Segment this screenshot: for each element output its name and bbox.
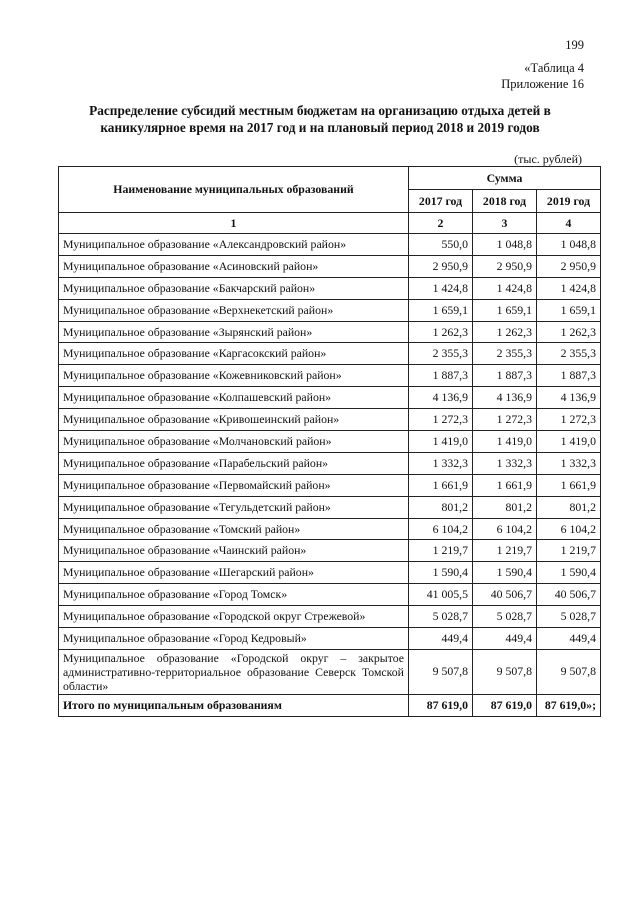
table-row bbox=[59, 628, 601, 650]
value-2017: 4 136,9 bbox=[409, 387, 473, 409]
municipality-name: Муниципальное образование «Колпашевский район» bbox=[59, 387, 409, 409]
column-number: 4 bbox=[537, 213, 601, 234]
table-row bbox=[59, 321, 601, 343]
value-2017: 1 659,1 bbox=[409, 299, 473, 321]
value-2017: 1 419,0 bbox=[409, 431, 473, 453]
table-reference bbox=[501, 60, 584, 92]
value-2018: 9 507,8 bbox=[473, 649, 537, 694]
value-2018: 40 506,7 bbox=[473, 584, 537, 606]
value-2017: 2 355,3 bbox=[409, 343, 473, 365]
value-2018: 2 950,9 bbox=[473, 255, 537, 277]
table-row bbox=[59, 299, 601, 321]
value-2018: 5 028,7 bbox=[473, 606, 537, 628]
value-2018: 1 419,0 bbox=[473, 431, 537, 453]
value-2017: 1 332,3 bbox=[409, 452, 473, 474]
value-2018: 1 219,7 bbox=[473, 540, 537, 562]
municipality-name: Муниципальное образование «Томский район» bbox=[59, 518, 409, 540]
municipality-name: Муниципальное образование «Город Кедровый» bbox=[59, 628, 409, 650]
table-row bbox=[59, 409, 601, 431]
total-label: Итого по муниципальным образованиям bbox=[59, 694, 409, 716]
total-2019: 87 619,0»; bbox=[537, 694, 601, 716]
header-sum-column: Сумма bbox=[409, 167, 601, 190]
table-row bbox=[59, 431, 601, 453]
value-2019: 9 507,8 bbox=[537, 649, 601, 694]
municipality-name: Муниципальное образование «Первомайский район» bbox=[59, 474, 409, 496]
header-name-column: Наименование муниципальных образований bbox=[59, 167, 409, 213]
value-2019: 40 506,7 bbox=[537, 584, 601, 606]
table-row bbox=[59, 277, 601, 299]
value-2019: 1 887,3 bbox=[537, 365, 601, 387]
value-2017: 1 272,3 bbox=[409, 409, 473, 431]
table-row bbox=[59, 562, 601, 584]
value-2019: 1 219,7 bbox=[537, 540, 601, 562]
column-number: 1 bbox=[59, 213, 409, 234]
table-number: «Таблица 4 bbox=[524, 61, 584, 75]
municipality-name: Муниципальное образование «Городской округ – закрытое административно-территориальное образование Северск Томской области» bbox=[59, 649, 409, 694]
table-row bbox=[59, 540, 601, 562]
municipality-name: Муниципальное образование «Александровский район» bbox=[59, 234, 409, 256]
value-2017: 1 219,7 bbox=[409, 540, 473, 562]
units-note: (тыс. рублей) bbox=[514, 152, 582, 166]
value-2017: 801,2 bbox=[409, 496, 473, 518]
value-2017: 1 262,3 bbox=[409, 321, 473, 343]
value-2019: 5 028,7 bbox=[537, 606, 601, 628]
value-2019: 1 661,9 bbox=[537, 474, 601, 496]
value-2019: 2 355,3 bbox=[537, 343, 601, 365]
subsidy-table bbox=[58, 166, 601, 717]
value-2017: 1 887,3 bbox=[409, 365, 473, 387]
municipality-name: Муниципальное образование «Парабельский район» bbox=[59, 452, 409, 474]
table-row bbox=[59, 234, 601, 256]
value-2018: 1 659,1 bbox=[473, 299, 537, 321]
value-2018: 1 661,9 bbox=[473, 474, 537, 496]
value-2018: 4 136,9 bbox=[473, 387, 537, 409]
total-2018: 87 619,0 bbox=[473, 694, 537, 716]
value-2019: 1 419,0 bbox=[537, 431, 601, 453]
table-row bbox=[59, 606, 601, 628]
value-2017: 41 005,5 bbox=[409, 584, 473, 606]
table-row bbox=[59, 452, 601, 474]
value-2018: 1 424,8 bbox=[473, 277, 537, 299]
municipality-name: Муниципальное образование «Каргасокский район» bbox=[59, 343, 409, 365]
value-2019: 1 424,8 bbox=[537, 277, 601, 299]
value-2017: 1 424,8 bbox=[409, 277, 473, 299]
municipality-name: Муниципальное образование «Асиновский район» bbox=[59, 255, 409, 277]
table-row bbox=[59, 255, 601, 277]
document-title: Распределение субсидий местным бюджетам на организацию отдыха детей в каникулярное время на 2017 год и на плановый период 2018 и 2019 годов bbox=[89, 103, 551, 135]
value-2019: 801,2 bbox=[537, 496, 601, 518]
municipality-name: Муниципальное образование «Зырянский район» bbox=[59, 321, 409, 343]
municipality-name: Муниципальное образование «Молчановский район» bbox=[59, 431, 409, 453]
value-2019: 1 272,3 bbox=[537, 409, 601, 431]
table-row bbox=[59, 584, 601, 606]
header-year-2018: 2018 год bbox=[473, 190, 537, 213]
value-2019: 1 048,8 bbox=[537, 234, 601, 256]
value-2017: 2 950,9 bbox=[409, 255, 473, 277]
table-row bbox=[59, 387, 601, 409]
value-2017: 1 590,4 bbox=[409, 562, 473, 584]
value-2019: 6 104,2 bbox=[537, 518, 601, 540]
header-year-2019: 2019 год bbox=[537, 190, 601, 213]
table-row bbox=[59, 496, 601, 518]
value-2019: 2 950,9 bbox=[537, 255, 601, 277]
value-2018: 6 104,2 bbox=[473, 518, 537, 540]
table-row bbox=[59, 518, 601, 540]
value-2017: 1 661,9 bbox=[409, 474, 473, 496]
value-2018: 1 048,8 bbox=[473, 234, 537, 256]
municipality-name: Муниципальное образование «Чаинский район» bbox=[59, 540, 409, 562]
page-number: 199 bbox=[565, 38, 584, 52]
value-2019: 4 136,9 bbox=[537, 387, 601, 409]
value-2018: 2 355,3 bbox=[473, 343, 537, 365]
value-2018: 1 262,3 bbox=[473, 321, 537, 343]
value-2019: 449,4 bbox=[537, 628, 601, 650]
municipality-name: Муниципальное образование «Кривошеинский район» bbox=[59, 409, 409, 431]
municipality-name: Муниципальное образование «Городской округ Стрежевой» bbox=[59, 606, 409, 628]
table-row bbox=[59, 649, 601, 694]
municipality-name: Муниципальное образование «Город Томск» bbox=[59, 584, 409, 606]
value-2019: 1 262,3 bbox=[537, 321, 601, 343]
column-number: 2 bbox=[409, 213, 473, 234]
value-2017: 5 028,7 bbox=[409, 606, 473, 628]
value-2017: 6 104,2 bbox=[409, 518, 473, 540]
column-number: 3 bbox=[473, 213, 537, 234]
value-2017: 550,0 bbox=[409, 234, 473, 256]
table-row bbox=[59, 343, 601, 365]
table-row bbox=[59, 365, 601, 387]
value-2018: 1 332,3 bbox=[473, 452, 537, 474]
municipality-name: Муниципальное образование «Верхнекетский район» bbox=[59, 299, 409, 321]
municipality-name: Муниципальное образование «Шегарский район» bbox=[59, 562, 409, 584]
appendix-number: Приложение 16 bbox=[501, 77, 584, 91]
value-2018: 1 887,3 bbox=[473, 365, 537, 387]
value-2019: 1 659,1 bbox=[537, 299, 601, 321]
value-2018: 1 590,4 bbox=[473, 562, 537, 584]
value-2019: 1 590,4 bbox=[537, 562, 601, 584]
municipality-name: Муниципальное образование «Бакчарский район» bbox=[59, 277, 409, 299]
header-year-2017: 2017 год bbox=[409, 190, 473, 213]
value-2017: 9 507,8 bbox=[409, 649, 473, 694]
value-2019: 1 332,3 bbox=[537, 452, 601, 474]
municipality-name: Муниципальное образование «Тегульдетский район» bbox=[59, 496, 409, 518]
value-2018: 801,2 bbox=[473, 496, 537, 518]
value-2017: 449,4 bbox=[409, 628, 473, 650]
municipality-name: Муниципальное образование «Кожевниковский район» bbox=[59, 365, 409, 387]
table-row bbox=[59, 474, 601, 496]
total-2017: 87 619,0 bbox=[409, 694, 473, 716]
total-row bbox=[59, 694, 601, 716]
value-2018: 1 272,3 bbox=[473, 409, 537, 431]
value-2018: 449,4 bbox=[473, 628, 537, 650]
